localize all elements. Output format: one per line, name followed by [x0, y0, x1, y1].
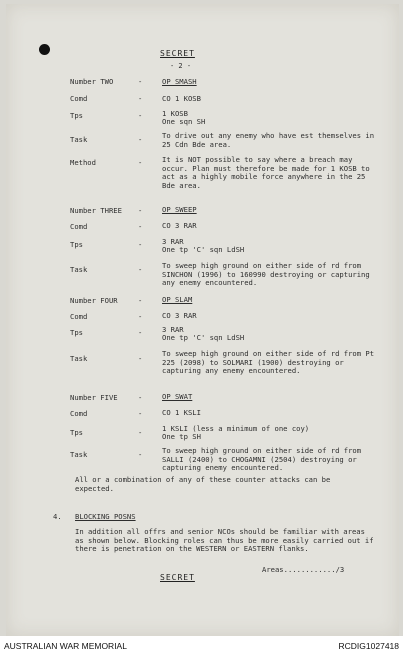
dash: - [138, 296, 143, 305]
tps-label: Tps [70, 240, 83, 249]
group-two-op: OP SMASH [162, 77, 197, 86]
method-label: Method [70, 158, 96, 167]
group-three-tps-1: 3 RAR [162, 237, 184, 246]
security-header: SECRET [160, 49, 195, 58]
group-four-op: OP SLAM [162, 295, 193, 304]
dash: - [138, 206, 143, 215]
task-label: Task [70, 450, 88, 459]
dash: - [138, 450, 143, 459]
section-number: 4. [53, 512, 62, 521]
group-four-number: Number FOUR [70, 296, 118, 305]
dash: - [138, 135, 143, 144]
tps-label: Tps [70, 111, 83, 120]
tps-label: Tps [70, 428, 83, 437]
tps-label: Tps [70, 328, 83, 337]
group-five-tps-1: 1 KSLI (less a minimum of one coy) [162, 424, 310, 433]
group-two-tps-2: One sqn SH [162, 117, 206, 126]
comd-label: Comd [70, 222, 88, 231]
group-five-tps-2: One tp SH [162, 432, 201, 441]
dash: - [138, 328, 143, 337]
group-three-tps-2: One tp 'C' sqn LdSH [162, 245, 245, 254]
task-label: Task [70, 265, 88, 274]
dash: - [138, 94, 143, 103]
punch-hole [39, 44, 50, 55]
group-three-op: OP SWEEP [162, 205, 197, 214]
dash: - [138, 111, 143, 120]
task-label: Task [70, 135, 88, 144]
dash: - [138, 77, 143, 86]
group-two-method: It is NOT possible to say where a breach may occur. Plan must therefore be made for 1 KOSB to act as a highly mobile force anywhere in the 25 Bde area. [162, 155, 370, 190]
group-four-comd: CO 3 RAR [162, 311, 197, 320]
group-three-task: To sweep high ground on either side of rd from SINCHON (1996) to 160990 destroying or capturing any enemy encountered. [162, 261, 370, 288]
comd-label: Comd [70, 312, 88, 321]
dash: - [138, 222, 143, 231]
section-body: In addition all offrs and senior NCOs should be familiar with areas as shown below. Blocking roles can thus be more easily carried out if there is penetration on the WESTERN or EASTERN flanks. [75, 527, 374, 554]
group-four-task: To sweep high ground on either side of rd from Pt 225 (2098) to SOLMARI (1900) destroying or capturing any enemy encountered. [162, 349, 375, 376]
archive-id: RCDIG1027418 [338, 641, 399, 651]
dash: - [138, 240, 143, 249]
group-five-number: Number FIVE [70, 393, 118, 402]
section-title: BLOCKING POSNS [75, 512, 136, 521]
group-two-number: Number TWO [70, 77, 114, 86]
group-four-tps-1: 3 RAR [162, 325, 184, 334]
combination-note: All or a combination of any of these counter attacks can be expected. [75, 475, 331, 493]
dash: - [138, 265, 143, 274]
continuation-marker: Areas............/3 [262, 565, 345, 574]
task-label: Task [70, 354, 88, 363]
archive-footer [0, 636, 403, 654]
archive-name: AUSTRALIAN WAR MEMORIAL [4, 641, 127, 651]
group-five-task: To sweep high ground on either side of rd from SALLI (2400) to CHOGAMNI (2504) destroying or capturing enemy encountered. [162, 446, 362, 473]
dash: - [138, 158, 143, 167]
group-two-tps-1: 1 KOSB [162, 109, 188, 118]
group-four-tps-2: One tp 'C' sqn LdSH [162, 333, 245, 342]
dash: - [138, 354, 143, 363]
group-five-comd: CO 1 KSLI [162, 408, 201, 417]
dash: - [138, 409, 143, 418]
dash: - [138, 393, 143, 402]
group-three-comd: CO 3 RAR [162, 221, 197, 230]
group-two-comd: CO 1 KOSB [162, 94, 201, 103]
dash: - [138, 428, 143, 437]
security-footer: SECRET [160, 573, 195, 582]
group-three-number: Number THREE [70, 206, 122, 215]
group-five-op: OP SWAT [162, 392, 193, 401]
dash: - [138, 312, 143, 321]
group-two-task: To drive out any enemy who have est themselves in 25 Cdn Bde area. [162, 131, 375, 149]
page-number: - 2 - [170, 62, 192, 70]
comd-label: Comd [70, 409, 88, 418]
comd-label: Comd [70, 94, 88, 103]
